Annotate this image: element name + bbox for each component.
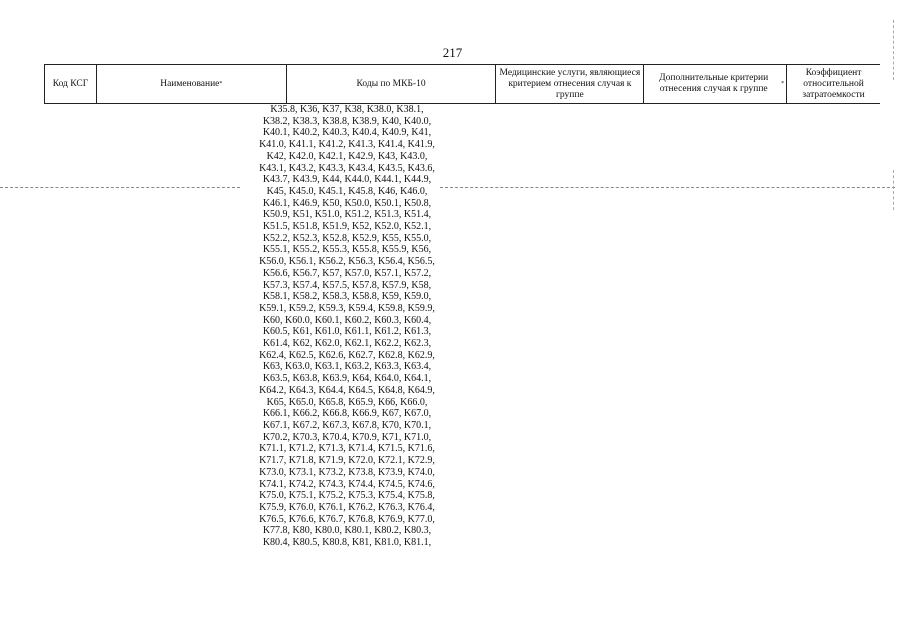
icd10-codes-line: K62.4, K62.5, K62.6, K62.7, K62.8, K62.9,	[259, 349, 435, 361]
header-additional-criteria-text: Дополнительные критерии отнесения случая к группе	[659, 73, 769, 94]
icd10-codes-line: K73.0, K73.1, K73.2, K73.8, K73.9, K74.0,	[259, 466, 435, 478]
icd10-codes-line: K46.1, K46.9, K50, K50.0, K50.1, K50.8,	[262, 197, 432, 209]
icd10-codes-line: K38.2, K38.3, K38.8, K38.9, K40, K40.0,	[262, 115, 432, 127]
icd10-codes-line: K61.4, K62, K62.0, K62.1, K62.2, K62.3,	[262, 338, 432, 350]
scan-artifact-line	[0, 187, 240, 188]
icd10-codes-line: K57.3, K57.4, K57.5, K57.8, K57.9, K58,	[262, 279, 432, 291]
icd10-codes-line: K56.0, K56.1, K56.2, K56.3, K56.4, K56.5,	[259, 256, 435, 268]
page-number: 217	[442, 45, 463, 60]
header-cost-coefficient	[787, 65, 880, 103]
icd10-codes-line: K35.8, K36, K37, K38, K38.0, K38.1,	[270, 104, 424, 115]
icd10-codes-line: K76.5, K76.6, K76.7, K76.8, K76.9, K77.0,	[259, 513, 435, 525]
icd10-codes-line: K75.0, K75.1, K75.2, K75.3, K75.4, K75.8,	[259, 490, 435, 502]
header-icd10-codes-text: Коды по МКБ-10	[356, 78, 426, 89]
header-name-text: Наименование	[160, 78, 220, 89]
icd10-codes-line: K75.9, K76.0, K76.1, K76.2, K76.3, K76.4,	[259, 501, 435, 513]
icd10-codes-line: K56.6, K56.7, K57, K57.0, K57.1, K57.2,	[262, 267, 432, 279]
icd10-codes-line: K66.1, K66.2, K66.8, K66.9, K67, K67.0,	[262, 408, 432, 420]
icd10-codes-line: K41.0, K41.1, K41.2, K41.3, K41.4, K41.9,	[259, 139, 435, 151]
header-name: Наименование *	[97, 65, 287, 103]
icd10-codes-line: K40.1, K40.2, K40.3, K40.4, K40.9, K41,	[262, 127, 432, 139]
icd10-codes-line: K70.2, K70.3, K70.4, K70.9, K71, K71.0,	[262, 431, 432, 443]
header-additional-criteria: Дополнительные критерии отнесения случая к группе *	[644, 65, 787, 103]
icd10-codes-line: K67.1, K67.2, K67.3, K67.8, K70, K70.1,	[262, 419, 432, 431]
header-icd10-codes	[287, 65, 497, 103]
icd10-codes-line: K63.5, K63.8, K63.9, K64, K64.0, K64.1,	[262, 373, 432, 385]
icd10-codes-line: K52.2, K52.3, K52.8, K52.9, K55, K55.0,	[262, 232, 432, 244]
icd10-codes-line: K51.5, K51.8, K51.9, K52, K52.0, K52.1,	[262, 221, 432, 233]
icd10-codes-line: K60.5, K61, K61.0, K61.1, K61.2, K61.3,	[262, 326, 432, 338]
header-medical-services	[496, 65, 644, 103]
icd10-codes-line: K71.7, K71.8, K71.9, K72.0, K72.1, K72.9,	[259, 455, 435, 467]
icd10-codes-line: K58.1, K58.2, K58.3, K58.8, K59, K59.0,	[262, 291, 432, 303]
icd10-codes-line: K42, K42.0, K42.1, K42.9, K43, K43.0,	[266, 150, 428, 162]
icd10-codes-line: K64.2, K64.3, K64.4, K64.5, K64.8, K64.9,	[259, 384, 435, 396]
icd10-codes-line: K43.7, K43.9, K44, K44.0, K44.1, K44.9,	[262, 174, 432, 186]
icd10-codes-line: K71.1, K71.2, K71.3, K71.4, K71.5, K71.6,	[259, 443, 435, 455]
header-ksg-code	[45, 65, 97, 103]
icd10-codes-line: K80.4, K80.5, K80.8, K81, K81.0, K81.1,	[262, 537, 432, 549]
header-cost-coefficient-text: Коэффициент относительной затратоемкости	[802, 67, 865, 100]
icd10-codes-line: K59.1, K59.2, K59.3, K59.4, K59.8, K59.9,	[259, 302, 435, 314]
icd10-codes-line: K50.9, K51, K51.0, K51.2, K51.3, K51.4,	[262, 209, 432, 221]
icd10-codes-line: K63, K63.0, K63.1, K63.2, K63.3, K63.4,	[262, 361, 432, 373]
header-ksg-code-text: Код КСГ	[52, 78, 89, 89]
icd10-codes-cell	[242, 104, 452, 549]
icd10-codes-line: K77.8, K80, K80.0, K80.1, K80.2, K80.3,	[262, 525, 432, 537]
scan-artifact-line	[440, 187, 895, 188]
icd10-codes-line: K45, K45.0, K45.1, K45.8, K46, K46.0,	[266, 185, 428, 197]
icd10-codes-line: K55.1, K55.2, K55.3, K55.8, K55.9, K56,	[262, 244, 432, 256]
icd10-codes-line: K43.1, K43.2, K43.3, K43.4, K43.5, K43.6,	[259, 162, 435, 174]
header-medical-services-text: Медицинские услуги, являющиеся критерием отнесения случая к группе	[499, 67, 641, 100]
scan-edge-mark	[893, 170, 894, 210]
icd10-codes-line: K74.1, K74.2, K74.3, K74.4, K74.5, K74.6,	[259, 478, 435, 490]
icd10-codes-line: K60, K60.0, K60.1, K60.2, K60.3, K60.4,	[262, 314, 432, 326]
scan-edge-mark	[893, 20, 894, 80]
table-header	[44, 64, 880, 104]
icd10-codes-line: K65, K65.0, K65.8, K65.9, K66, K66.0,	[266, 396, 428, 408]
